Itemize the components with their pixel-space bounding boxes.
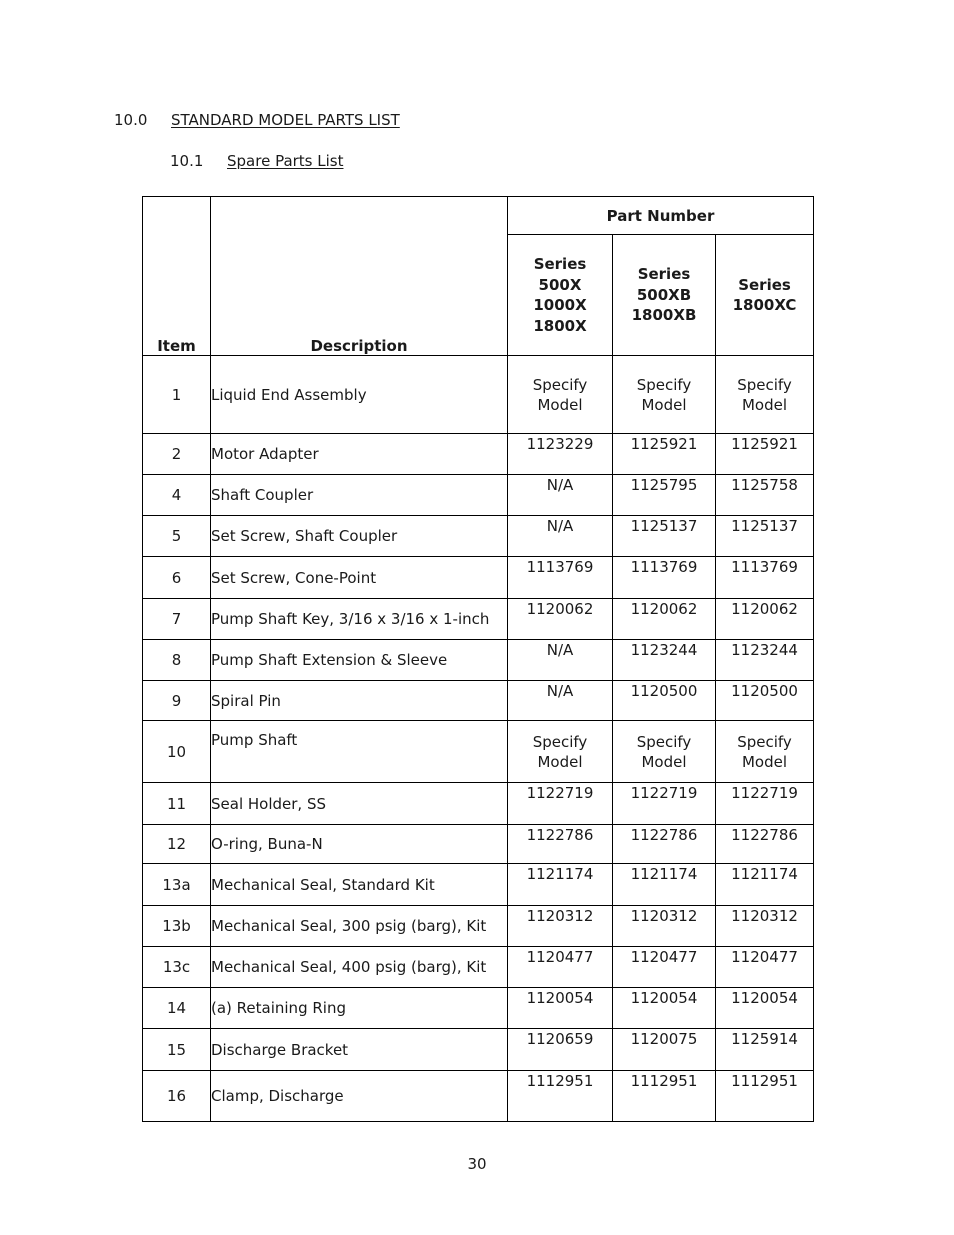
table-row [143, 475, 814, 516]
item-cell: 9 [143, 681, 211, 721]
part-number-cell [508, 721, 613, 783]
part-number-text: 1120500 [630, 682, 698, 700]
part-number-text: 1120062 [630, 600, 698, 618]
part-number-cell [508, 825, 613, 864]
part-number-cell [613, 516, 716, 557]
description-cell: Motor Adapter [211, 434, 508, 475]
description-header: Description [211, 197, 508, 356]
part-number-cell [613, 825, 716, 864]
part-number-cell [716, 434, 814, 475]
part-number-text: N/A [546, 641, 574, 659]
series-header-2 [613, 235, 716, 356]
table-row [143, 825, 814, 864]
table-row [143, 864, 814, 906]
part-number-text: Model [641, 395, 687, 414]
part-number-text: 1120659 [526, 1030, 594, 1048]
part-number-text: 1125137 [630, 517, 698, 535]
part-number-cell [613, 475, 716, 516]
part-number-text: 1125758 [731, 476, 798, 494]
part-number-text: 1120477 [526, 948, 594, 966]
table-row [143, 947, 814, 988]
series-header-line: 1000X [533, 296, 587, 314]
part-number-header: Part Number [508, 197, 814, 235]
item-cell: 12 [143, 825, 211, 864]
part-number-cell [716, 988, 814, 1029]
part-number-text: 1120477 [630, 948, 698, 966]
part-number-cell [613, 557, 716, 599]
description-cell: (a) Retaining Ring [211, 988, 508, 1029]
part-number-text: 1120477 [731, 948, 798, 966]
part-number-text: 1123229 [526, 435, 594, 453]
part-number-cell [613, 864, 716, 906]
series-header-line: 1800XB [631, 306, 697, 325]
part-number-cell [716, 356, 814, 434]
item-cell: 7 [143, 599, 211, 640]
item-header: Item [143, 197, 211, 356]
part-number-cell [613, 434, 716, 475]
table-row [143, 640, 814, 681]
series-header-3 [716, 235, 814, 356]
part-number-cell [508, 557, 613, 599]
part-number-text: Specify [636, 375, 692, 394]
part-number-text: 1113769 [526, 558, 594, 576]
part-number-cell [716, 721, 814, 783]
subsection-number: 10.1 [170, 152, 204, 170]
spare-parts-table [142, 196, 814, 1122]
part-number-cell [716, 906, 814, 947]
part-number-text: 1120075 [630, 1030, 698, 1048]
part-number-text: Specify [636, 732, 692, 751]
description-cell: Liquid End Assembly [211, 356, 508, 434]
description-cell: Pump Shaft Extension & Sleeve [211, 640, 508, 681]
table-body [143, 356, 814, 1122]
series-header-line: Series [637, 265, 691, 284]
part-number-cell [508, 516, 613, 557]
part-number-cell [508, 640, 613, 681]
part-number-text: Model [741, 395, 788, 414]
part-number-text: Specify [737, 732, 792, 751]
description-cell: Mechanical Seal, 400 psig (barg), Kit [211, 947, 508, 988]
part-number-text: Model [741, 752, 788, 771]
part-number-text: 1113769 [731, 558, 798, 576]
part-number-cell [613, 681, 716, 721]
subsection-title: Spare Parts List [227, 152, 344, 170]
series-header-1 [508, 235, 613, 356]
part-number-cell [716, 475, 814, 516]
item-cell: 11 [143, 783, 211, 825]
part-number-cell [508, 947, 613, 988]
part-number-text: 1112951 [731, 1072, 798, 1090]
description-cell: Mechanical Seal, 300 psig (barg), Kit [211, 906, 508, 947]
part-number-cell [508, 681, 613, 721]
part-number-cell [613, 947, 716, 988]
part-number-cell [613, 599, 716, 640]
part-number-text: 1112951 [526, 1072, 594, 1090]
description-cell: Shaft Coupler [211, 475, 508, 516]
part-number-text: N/A [546, 682, 574, 700]
part-number-text: 1120054 [731, 989, 798, 1007]
table-row [143, 988, 814, 1029]
description-cell: Discharge Bracket [211, 1029, 508, 1071]
section-number: 10.0 [114, 111, 148, 129]
part-number-cell [716, 864, 814, 906]
part-number-cell [508, 1071, 613, 1122]
part-number-text: 1121174 [731, 865, 798, 883]
item-cell: 4 [143, 475, 211, 516]
description-cell: Clamp, Discharge [211, 1071, 508, 1122]
part-number-cell [613, 1029, 716, 1071]
part-number-text: 1125921 [630, 435, 698, 453]
description-cell: Spiral Pin [211, 681, 508, 721]
table-row [143, 681, 814, 721]
series-header-line: 500XB [636, 285, 692, 304]
page-number: 30 [467, 1155, 487, 1173]
part-number-text: 1125921 [731, 435, 798, 453]
part-number-cell [508, 906, 613, 947]
part-number-text: 1112951 [630, 1072, 698, 1090]
part-number-text: Model [537, 752, 583, 771]
description-cell: Set Screw, Cone-Point [211, 557, 508, 599]
series-header-line: 1800XC [732, 296, 797, 314]
part-number-text: 1123244 [630, 641, 698, 659]
part-number-text: 1120062 [731, 600, 798, 618]
part-number-cell [613, 783, 716, 825]
part-number-text: 1122786 [526, 826, 594, 844]
series-header-line: 500X [538, 275, 582, 294]
part-number-cell [716, 516, 814, 557]
part-number-cell [716, 1071, 814, 1122]
part-number-cell [508, 783, 613, 825]
part-number-text: Specify [737, 375, 792, 394]
part-number-cell [508, 475, 613, 516]
part-number-text: 1125914 [731, 1030, 798, 1048]
subsection-heading [170, 152, 343, 170]
table-row [143, 356, 814, 434]
part-number-text: 1120054 [526, 989, 594, 1007]
part-number-text: Model [641, 752, 687, 771]
item-cell: 13a [143, 864, 211, 906]
item-cell: 1 [143, 356, 211, 434]
part-number-cell [613, 356, 716, 434]
section-title: STANDARD MODEL PARTS LIST [171, 111, 400, 129]
part-number-text: 1120312 [630, 907, 698, 925]
part-number-text: Specify [532, 375, 588, 394]
part-number-cell [613, 640, 716, 681]
item-cell: 5 [143, 516, 211, 557]
table-row [143, 557, 814, 599]
part-number-cell [716, 1029, 814, 1071]
part-number-text: 1122719 [526, 784, 594, 802]
part-number-cell [613, 988, 716, 1029]
part-number-text: N/A [546, 476, 574, 494]
description-cell: Seal Holder, SS [211, 783, 508, 825]
item-cell: 8 [143, 640, 211, 681]
item-cell: 2 [143, 434, 211, 475]
part-number-text: 1120312 [526, 907, 594, 925]
part-number-cell [613, 1071, 716, 1122]
part-number-text: 1122719 [731, 784, 798, 802]
part-number-text: 1120054 [630, 989, 698, 1007]
part-number-cell [613, 721, 716, 783]
part-number-text: 1122786 [731, 826, 798, 844]
item-cell: 14 [143, 988, 211, 1029]
part-number-cell [508, 864, 613, 906]
part-number-text: 1120312 [731, 907, 798, 925]
part-number-cell [613, 906, 716, 947]
part-number-cell [508, 356, 613, 434]
part-number-cell [716, 681, 814, 721]
series-header-line: 1800X [533, 316, 587, 335]
description-cell: Pump Shaft [211, 721, 508, 783]
item-cell: 15 [143, 1029, 211, 1071]
part-number-text: Specify [532, 732, 588, 751]
item-cell: 6 [143, 557, 211, 599]
section-heading [114, 111, 400, 129]
series-header-line: Series [533, 255, 587, 273]
series-header-line: Series [738, 275, 791, 294]
part-number-text: Model [537, 395, 583, 414]
table-row [143, 1029, 814, 1071]
table-row [143, 516, 814, 557]
description-cell: Pump Shaft Key, 3/16 x 3/16 x 1-inch [211, 599, 508, 640]
table-row [143, 783, 814, 825]
part-number-cell [508, 434, 613, 475]
item-cell: 10 [143, 721, 211, 783]
part-number-text: 1113769 [630, 558, 698, 576]
description-cell: O-ring, Buna-N [211, 825, 508, 864]
item-cell: 13b [143, 906, 211, 947]
description-cell: Set Screw, Shaft Coupler [211, 516, 508, 557]
part-number-text: 1125137 [731, 517, 798, 535]
part-number-text: 1122719 [630, 784, 698, 802]
part-number-text: 1120062 [526, 600, 594, 618]
part-number-cell [508, 599, 613, 640]
item-cell: 16 [143, 1071, 211, 1122]
part-number-cell [716, 783, 814, 825]
item-cell: 13c [143, 947, 211, 988]
part-number-cell [716, 825, 814, 864]
table-row [143, 434, 814, 475]
table-row [143, 721, 814, 783]
part-number-text: 1121174 [526, 865, 594, 883]
part-number-text: 1123244 [731, 641, 798, 659]
part-number-cell [716, 599, 814, 640]
part-number-text: 1121174 [630, 865, 698, 883]
part-number-text: 1125795 [630, 476, 698, 494]
part-number-text: 1120500 [731, 682, 798, 700]
description-cell: Mechanical Seal, Standard Kit [211, 864, 508, 906]
part-number-cell [716, 640, 814, 681]
part-number-cell [508, 988, 613, 1029]
part-number-cell [716, 557, 814, 599]
table-row [143, 1071, 814, 1122]
table-row [143, 599, 814, 640]
part-number-cell [508, 1029, 613, 1071]
table-row [143, 906, 814, 947]
part-number-text: N/A [546, 517, 574, 535]
part-number-text: 1122786 [630, 826, 698, 844]
part-number-cell [716, 947, 814, 988]
